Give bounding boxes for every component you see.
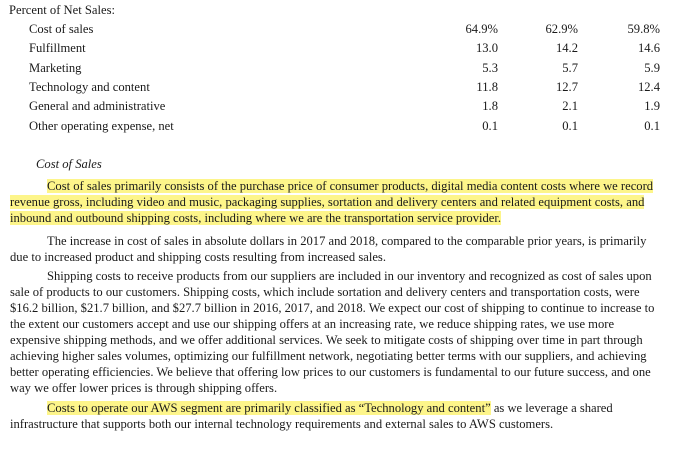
table-row — [0, 117, 680, 135]
text-line: Shipping costs to receive products from our suppliers are included in our inventory and recognized as cost of sales upon — [47, 269, 652, 283]
text-line: infrastructure that supports both our internal technology requirements and external sales to AWS customers. — [10, 417, 554, 431]
value-2018: 59.8% — [627, 22, 660, 36]
table-row — [0, 20, 680, 38]
value-2016: 5.3 — [482, 61, 498, 75]
section-heading: Cost of Sales — [36, 157, 102, 171]
row-label: General and administrative — [29, 99, 166, 113]
text-line: the extent our customers accept and use our shipping offers at an increasing rate, we reduce shipping rates, we use more — [10, 317, 615, 331]
paragraph-shipping-costs — [10, 268, 670, 396]
row-label: Fulfillment — [29, 41, 86, 55]
text-line: $16.2 billion, $21.7 billion, and $27.7 billion in 2016, 2017, and 2018. We expect our cost of shipping to continue to increase to — [10, 301, 655, 315]
value-2017: 12.7 — [555, 80, 578, 94]
row-label: Marketing — [29, 61, 82, 75]
text-line: way we offer lower prices is through shipping offers. — [10, 381, 278, 395]
text-line: sale of products to our customers. Shipping costs, which include sortation and delivery centers and transportation costs, were — [10, 285, 640, 299]
text-line: achieving higher sales volumes, optimizing our fulfillment network, negotiating better terms with our suppliers, and achieving — [10, 349, 647, 363]
value-2018: 14.6 — [637, 41, 660, 55]
row-label: Technology and content — [29, 80, 150, 94]
paragraph-cost-of-sales — [10, 178, 670, 226]
value-2016: 11.8 — [476, 80, 498, 94]
value-2016: 64.9% — [465, 22, 498, 36]
text-line: expensive shipping methods, and we offer additional services. We seek to mitigate costs of shipping over time in part through — [10, 333, 643, 347]
highlighted-text: inbound and outbound shipping costs, including where we are the transportation service provider. — [10, 211, 502, 225]
value-2016: 13.0 — [475, 41, 498, 55]
value-2017: 2.1 — [562, 99, 578, 113]
row-label: Other operating expense, net — [29, 119, 174, 133]
highlighted-text: Costs to operate our AWS segment are primarily classified as “Technology and content” — [47, 401, 491, 415]
table-row — [0, 78, 680, 96]
value-2018: 1.9 — [644, 99, 660, 113]
table-row — [0, 39, 680, 57]
paragraph-aws — [10, 400, 670, 432]
highlighted-text: revenue gross, including video and music, packaging supplies, sortation and delivery centers and related equipment costs, and — [10, 195, 645, 209]
value-2018: 0.1 — [644, 119, 660, 133]
text-run: as we leverage a shared — [490, 401, 613, 415]
value-2016: 0.1 — [482, 119, 498, 133]
highlighted-text: Cost of sales primarily consists of the purchase price of consumer products, digital media content costs where we record — [47, 179, 654, 193]
value-2017: 62.9% — [545, 22, 578, 36]
text-line: better operating efficiencies. We believe that offering low prices to our customers is fundamental to our future success, and one — [10, 365, 651, 379]
value-2018: 12.4 — [637, 80, 660, 94]
paragraph-increase — [10, 233, 670, 265]
value-2016: 1.8 — [482, 99, 498, 113]
table-row — [0, 59, 680, 77]
value-2017: 0.1 — [562, 119, 578, 133]
text-line: due to increased product and shipping costs resulting from increased sales. — [10, 250, 386, 264]
table-row — [0, 97, 680, 115]
table-title: Percent of Net Sales: — [9, 3, 115, 17]
value-2018: 5.9 — [644, 61, 660, 75]
row-label: Cost of sales — [29, 22, 94, 36]
value-2017: 5.7 — [562, 61, 578, 75]
text-line: The increase in cost of sales in absolute dollars in 2017 and 2018, compared to the comparable prior years, is primarily — [47, 234, 647, 248]
value-2017: 14.2 — [555, 41, 578, 55]
